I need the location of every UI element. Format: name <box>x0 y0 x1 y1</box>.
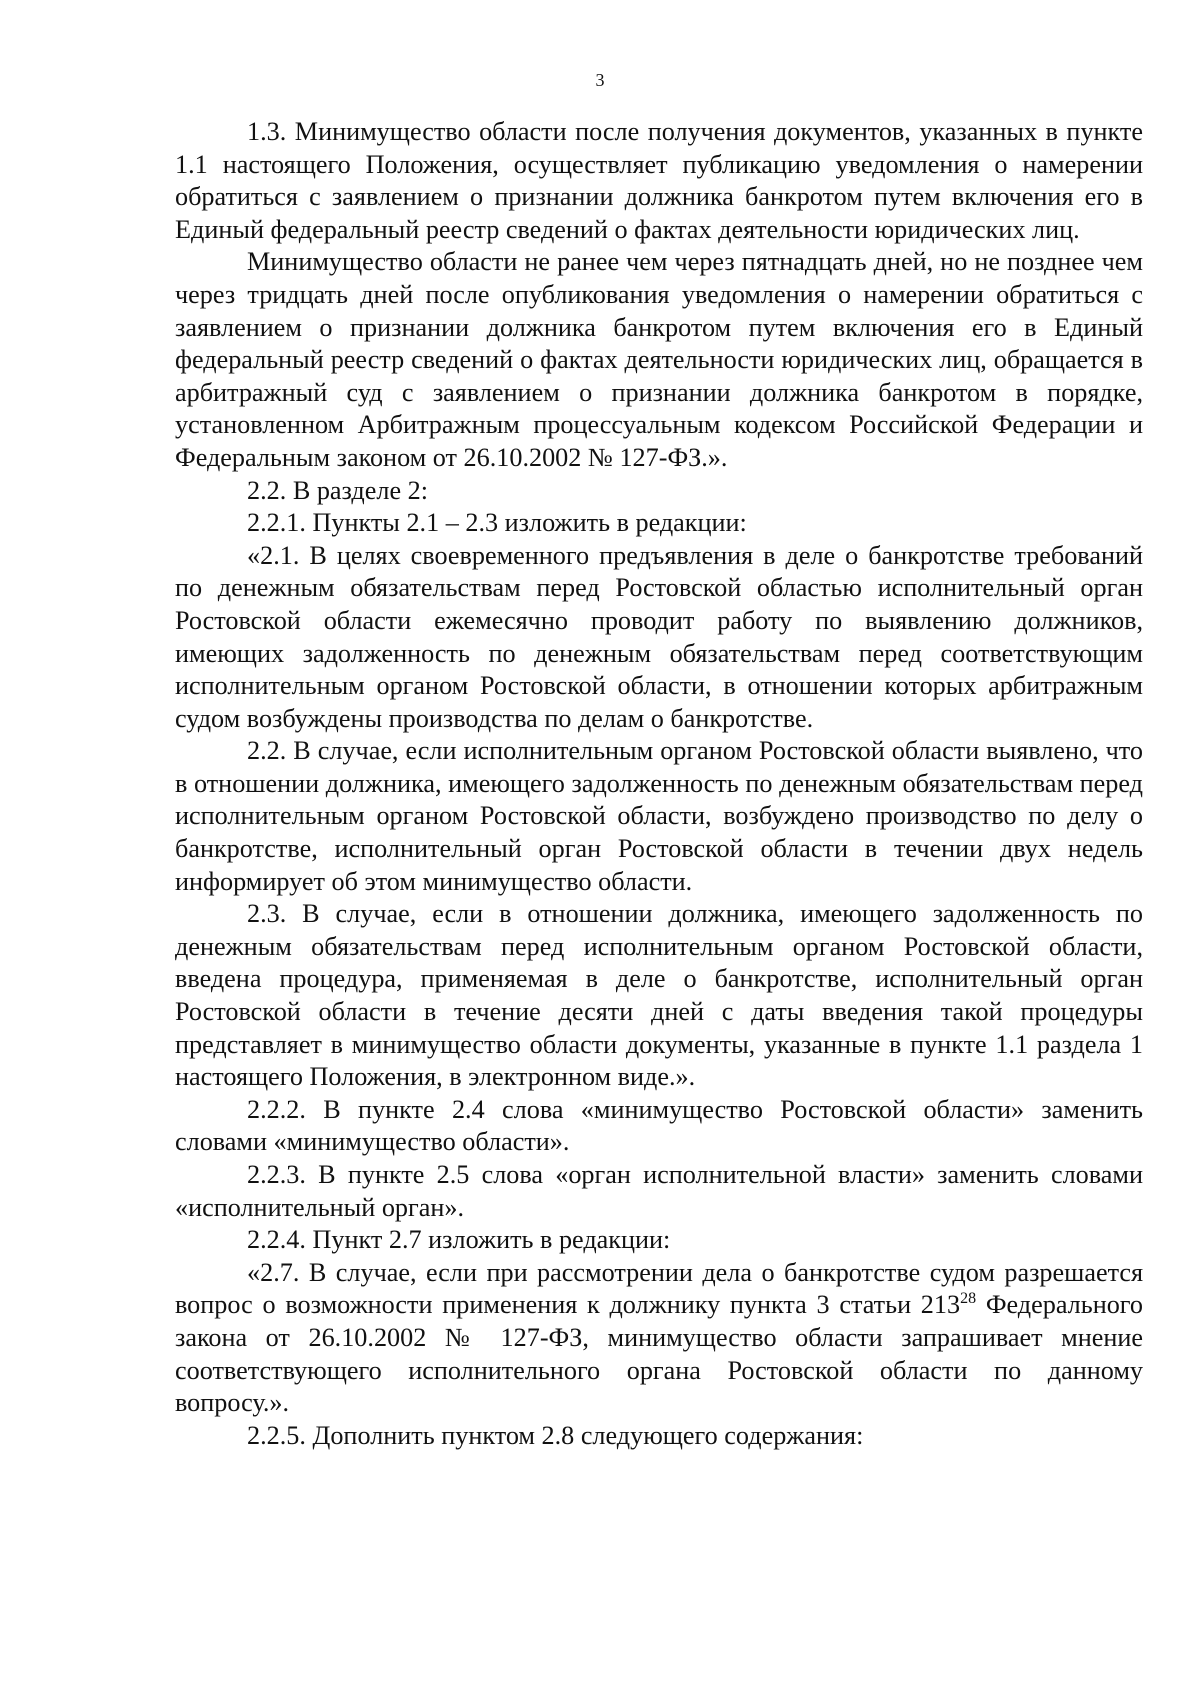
paragraph-2-7-text-end: Федерального закона от 26.10.2002 № 127-ФЗ, минимущество области запрашивает мнение соответствующего исполнительного органа Ростовской области по данному вопросу.». <box>175 1290 1143 1418</box>
paragraph-2-2-5: 2.2.5. Дополнить пунктом 2.8 следующего содержания: <box>247 1420 864 1450</box>
paragraph-2-1: «2.1. В целях своевременного предъявления в деле о банкротстве требований по денежным обязательствам перед Ростовской областью исполнительный орган Ростовской области ежемесячно проводит работу по выявлению должников, имеющих задолженность по денежным обязательствам перед соответствующим исполнительным органом Ростовской области, в отношении которых арбитражным судом возбуждены производства по делам о банкротстве. <box>175 540 1143 733</box>
paragraph-1-3: 1.3. Минимущество области после получения документов, указанных в пункте 1.1 настоящего Положения, осуществляет публикацию уведомления о намерении обратиться с заявлением о признании должника банкротом путем включения его в Единый федеральный реестр сведений о фактах деятельности юридических лиц. <box>175 117 1143 244</box>
page-number: 3 <box>595 70 605 90</box>
document-body <box>175 116 1143 1452</box>
paragraph-2-2: 2.2. В случае, если исполнительным органом Ростовской области выявлено, что в отношении должника, имеющего задолженность по денежным обязательствам перед исполнительным органом Ростовской области, возбуждено производство по делу о банкротстве, исполнительный орган Ростовской области в течении двух недель информирует об этом минимущество области. <box>175 736 1143 896</box>
paragraph-2-2-1: 2.2.1. Пункты 2.1 – 2.3 изложить в редакции: <box>247 508 747 538</box>
paragraph-2-2-4: 2.2.4. Пункт 2.7 изложить в редакции: <box>247 1225 671 1255</box>
paragraph-2-7 <box>175 1257 1143 1420</box>
paragraph-minimushchestvo-deadline: Минимущество области не ранее чем через пятнадцать дней, но не позднее чем через тридцать дней после опубликования уведомления о намерении обратиться с заявлением о признании должника банкротом путем включения его в Единый федеральный реестр сведений о фактах деятельности юридических лиц, обращается в арбитражный суд с заявлением о признании должника банкротом в порядке, установленном Арбитражным процессуальным кодексом Российской Федерации и Федеральным законом от 26.10.2002 № 127-ФЗ.». <box>175 247 1143 472</box>
paragraph-2-2-2: 2.2.2. В пункте 2.4 слова «минимущество Ростовской области» заменить словами «минимущество области». <box>175 1094 1143 1157</box>
superscript-28: 28 <box>960 1290 977 1308</box>
paragraph-2-3: 2.3. В случае, если в отношении должника, имеющего задолженность по денежным обязательствам перед исполнительным органом Ростовской области, введена процедура, применяемая в деле о банкротстве, исполнительный орган Ростовской области в течение десяти дней с даты введения такой процедуры представляет в минимущество области документы, указанные в пункте 1.1 раздела 1 настоящего Положения, в электронном виде.». <box>175 899 1143 1092</box>
paragraph-2-7-text-start: «2.7. В случае, если при рассмотрении дела о банкротстве судом разрешается вопрос о возможности применения к должнику пункта 3 статьи 213 <box>175 1257 1143 1320</box>
paragraph-2-2-3: 2.2.3. В пункте 2.5 слова «орган исполнительной власти» заменить словами «исполнительный орган». <box>175 1160 1143 1222</box>
paragraph-2-2-section: 2.2. В разделе 2: <box>247 475 428 505</box>
